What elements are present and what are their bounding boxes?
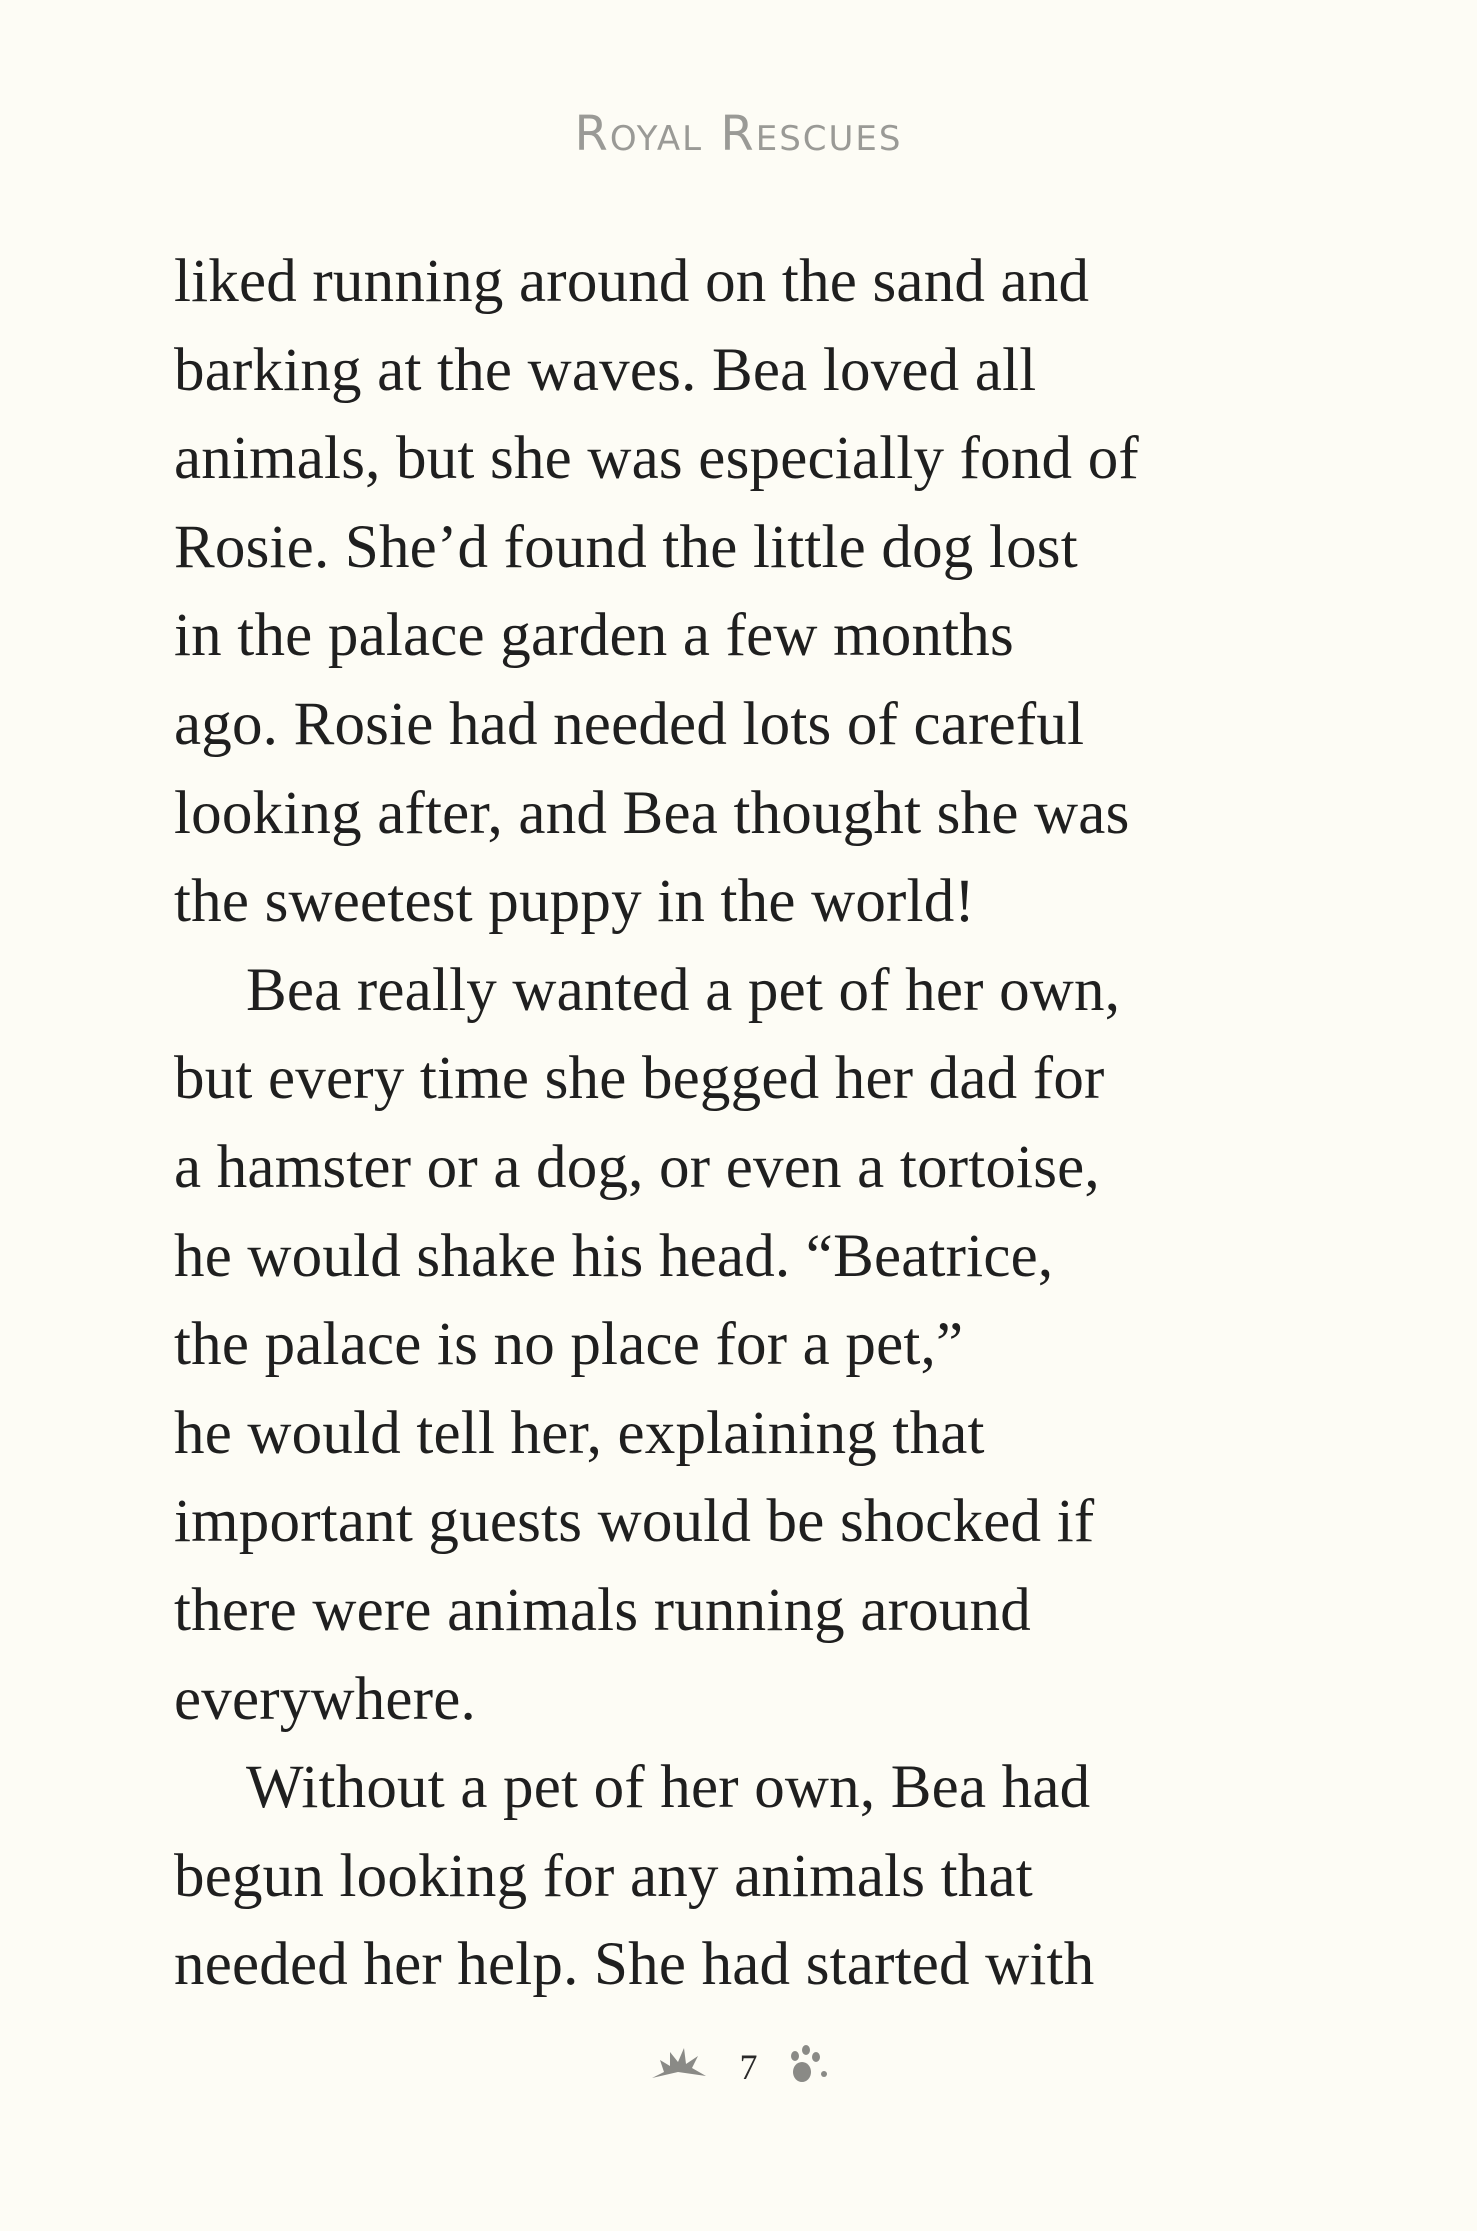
text-line: important guests would be shocked if xyxy=(174,1488,1095,1556)
text-line: needed her help. She had started with xyxy=(174,1931,1095,1999)
body-text xyxy=(174,238,1324,2010)
text-line: the palace is no place for a pet,” xyxy=(174,1311,964,1379)
paragraph-start-line: Bea really wanted a pet of her own, xyxy=(246,956,1121,1024)
text-line: ago. Rosie had needed lots of careful xyxy=(174,690,1085,758)
text-line: barking at the waves. Bea loved all xyxy=(174,336,1037,404)
text-line: he would tell her, explaining that xyxy=(174,1399,985,1467)
text-line: animals, but she was especially fond of xyxy=(174,425,1139,493)
text-line: the sweetest puppy in the world! xyxy=(174,868,975,936)
text-line: there were animals running around xyxy=(174,1576,1031,1644)
text-line: everywhere. xyxy=(174,1665,476,1733)
text-line: Rosie. She’d found the little dog lost xyxy=(174,513,1078,581)
page-number: 7 xyxy=(739,2046,758,2087)
text-line: begun looking for any animals that xyxy=(174,1842,1033,1910)
text-line: but every time she begged her dad for xyxy=(174,1045,1105,1113)
page-footer xyxy=(0,2040,1477,2093)
leaf-sprig-icon xyxy=(648,2042,712,2091)
running-head: Royal Rescues xyxy=(574,106,903,162)
text-line: in the palace garden a few months xyxy=(174,602,1014,670)
paragraph-start-line: Without a pet of her own, Bea had xyxy=(246,1754,1091,1822)
text-line: looking after, and Bea thought she was xyxy=(174,779,1130,847)
text-line: liked running around on the sand and xyxy=(174,248,1090,315)
text-line: a hamster or a dog, or even a tortoise, xyxy=(174,1133,1100,1201)
paw-print-icon xyxy=(786,2040,830,2093)
text-line: he would shake his head. “Beatrice, xyxy=(174,1222,1054,1290)
